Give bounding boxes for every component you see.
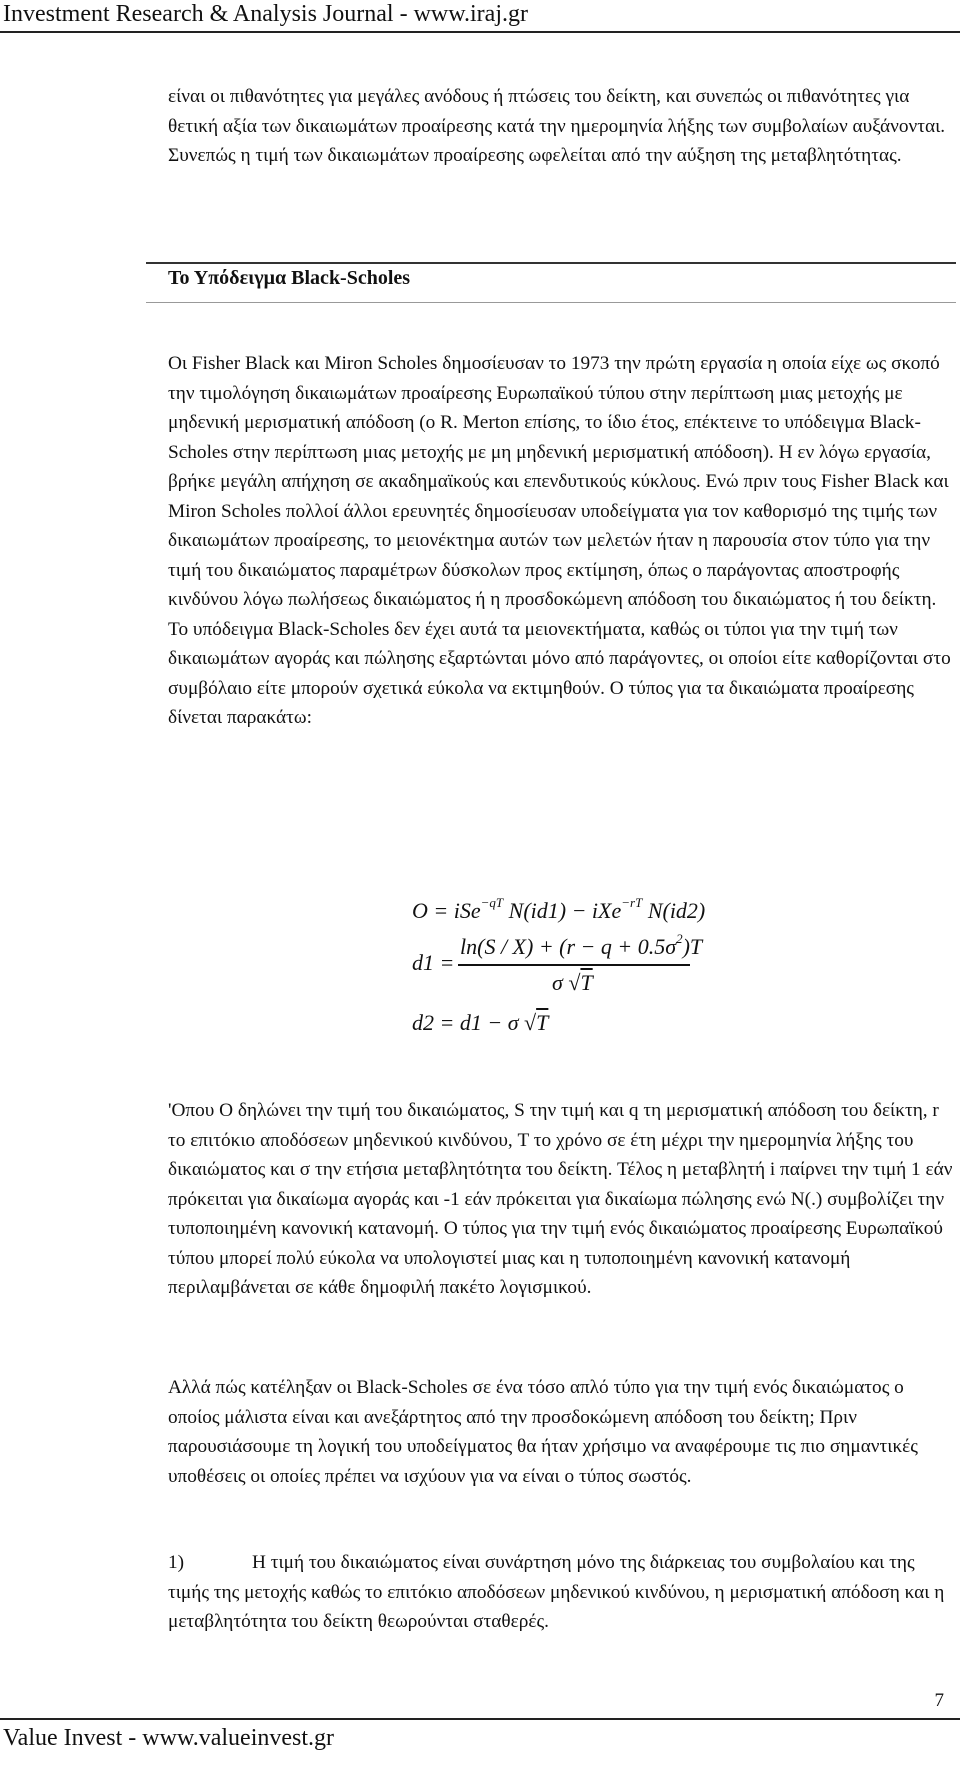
paragraph-2: 'Οπου O δηλώνει την τιμή του δικαιώματος, S την τιμή και q τη μερισματική απόδοση του δείκτη, r το επιτόκιο αποδόσεων μηδενικού κινδύνου, T το χρόνο σε έτη μέχρι την ημερομηνία λήξης του δικαιώματος και σ την ετήσια μεταβλητότητα του δείκτη. Τέλος η μεταβλητή i παίρνει την τιμή 1 εάν πρόκειται για δικαίωμα αγοράς και -1 εάν πρόκειται για δικαίωμα πώλησης ενώ N(.) συμβολίζει την τυποποιημένη κανονική κατανομή. Ο τύπος για την τιμή ενός δικαιώματος προαίρεσης Ευρωπαϊκού τύπου μπορεί πολύ εύκολα να υπολογιστεί μιας και η τυποποιημένη κανονική κατανομή περιλαμβάνεται σε κάθε δημοφιλή πακέτο λογισμικού.	[168, 1100, 953, 1298]
paragraph-3: Αλλά πώς κατέληξαν οι Black-Scholes σε ένα τόσο απλό τύπο για την τιμή ενός δικαιώματος ο οποίος μάλιστα είναι και ανεξάρτητος από την προσδοκώμενη απόδοση του δείκτη; Πριν παρουσιάσουμε τη λογική του υποδείγματος θα ήταν χρήσιμο να αναφέρουμε τις πιο σημαντικές υποθέσεις οι οποίες πρέπει να ισχύουν για να είναι ο τύπος σωστός.	[168, 1377, 918, 1487]
intro-paragraph: είναι οι πιθανότητες για μεγάλες ανόδους ή πτώσεις του δείκτη, και συνεπώς οι πιθανότητες για θετική αξία των δικαιωμάτων προαίρεσης κατά την ημερομηνία λήξης των συμβολαίων αυξάνονται. Συνεπώς η τιμή των δικαιωμάτων προαίρεσης ωφελείται από την αύξηση της μεταβλητότητας.	[168, 86, 946, 166]
formula-part: d2 = d1 − σ √	[412, 1010, 537, 1035]
formula-part: ln(S / X) + (r − q + 0.5σ	[460, 934, 677, 959]
running-footer-title: Value Invest - www.valueinvest.gr	[3, 1725, 335, 1751]
formula-d1-numerator	[460, 931, 703, 960]
formula-part: N(id1) − iXe	[503, 898, 622, 923]
list-item-text: Η τιμή του δικαιώματος είναι συνάρτηση μόνο της διάρκειας του συμβολαίου και της τιμής της μετοχής καθώς το επιτόκιο αποδόσεων μηδενικού κινδύνου, η μερισματική απόδοση και η μεταβλητότητα του δείκτη θεωρούνται σταθερές.	[168, 1552, 945, 1632]
formula-part: O = iSe	[412, 898, 481, 923]
list-item	[168, 1548, 954, 1637]
footer-divider	[0, 1718, 960, 1720]
formula-superscript: 2	[676, 931, 683, 946]
section-title-rule-bottom	[146, 302, 956, 303]
formula-superscript: −qT	[480, 895, 504, 910]
list-item-number: 1)	[168, 1552, 185, 1573]
formula-part: σ √	[552, 970, 581, 995]
formula-part: N(id2)	[642, 898, 706, 923]
header-divider	[0, 31, 960, 33]
formula-part: T	[580, 970, 593, 995]
formula-d1-lhs: d1 =	[412, 950, 455, 975]
formula-fraction-bar	[458, 964, 690, 966]
formula-superscript: −rT	[621, 895, 643, 910]
black-scholes-formula	[412, 895, 832, 1038]
formula-option-price	[412, 895, 706, 924]
running-header-title: Investment Research & Analysis Journal - www.iraj.gr	[3, 1, 528, 27]
formula-part: T	[536, 1010, 549, 1035]
section-title: Το Υπόδειγμα Black-Scholes	[168, 267, 411, 289]
formula-d1-denominator	[552, 970, 593, 996]
formula-part: )T	[682, 934, 703, 959]
paragraph-1: Οι Fisher Black και Miron Scholes δημοσίευσαν το 1973 την πρώτη εργασία η οποία είχε ως σκοπό την τιμολόγηση δικαιωμάτων προαίρεσης Ευρωπαϊκού τύπου στην περίπτωση μιας μετοχής με μηδενική μερισματική απόδοση (ο R. Merton επίσης, το ίδιο έτος, επέκτεινε το υπόδειγμα Black-Scholes στην περίπτωση μιας μετοχής με μη μηδενική μερισματική απόδοση). Η εν λόγω εργασία, βρήκε μεγάλη απήχηση σε ακαδημαϊκούς και επενδυτικούς κύκλους. Ενώ πριν τους Fisher Black και Miron Scholes πολλοί άλλοι ερευνητές δημοσίευσαν υποδείγματα για τον καθορισμό της τιμής των δικαιωμάτων προαίρεσης, το μειονέκτημα αυτών των μελετών ήταν η παρουσία στον τύπο για την τιμή του δικαιώματος παραμέτρων δύσκολων προς εκτίμηση, όπως ο παράγοντας αποστροφής κινδύνου λόγω πωλήσεως δικαιώματος ή η προσδοκώμενη απόδοση του δικαιώματος ή του δείκτη. Το υπόδειγμα Black-Scholes δεν έχει αυτά τα μειονεκτήματα, καθώς οι τύποι για την τιμή των δικαιωμάτων αγοράς και πώλησης εξαρτώνται μόνο από παράγοντες, οι οποίοι είτε καθορίζονται στο συμβόλαιο είτε μπορούν σχετικά εύκολα να εκτιμηθούν. Ο τύπος για τα δικαιώματα προαίρεσης δίνεται παρακάτω:	[168, 353, 951, 728]
formula-d2	[412, 1010, 548, 1036]
page-number: 7	[934, 1690, 944, 1711]
